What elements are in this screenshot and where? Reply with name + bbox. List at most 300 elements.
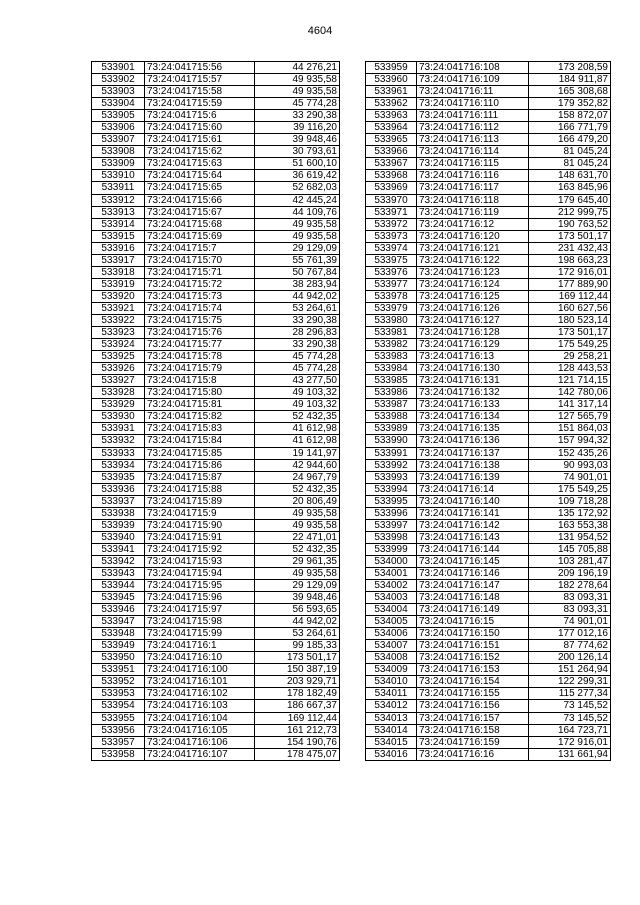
cadastral-number-cell: 73:24:041715:70 xyxy=(145,254,255,266)
cadastral-number-cell: 73:24:041716:151 xyxy=(417,640,529,652)
cadastral-number-cell: 73:24:041716:109 xyxy=(417,74,529,86)
table-row xyxy=(92,86,340,98)
value-cell: 166 771,79 xyxy=(529,122,611,134)
record-number-cell: 533914 xyxy=(92,218,145,230)
value-cell: 163 845,96 xyxy=(529,182,611,194)
table-row xyxy=(366,724,611,736)
value-cell: 99 185,33 xyxy=(255,640,340,652)
record-number-cell: 533912 xyxy=(92,194,145,206)
value-cell: 158 872,07 xyxy=(529,110,611,122)
table-row xyxy=(366,327,611,339)
value-cell: 151 264,94 xyxy=(529,664,611,676)
value-cell: 39 948,46 xyxy=(255,592,340,604)
value-cell: 127 565,79 xyxy=(529,411,611,423)
value-cell: 73 145,52 xyxy=(529,700,611,712)
cadastral-number-cell: 73:24:041715:96 xyxy=(145,592,255,604)
table-row xyxy=(366,435,611,447)
table-row xyxy=(366,110,611,122)
record-number-cell: 533939 xyxy=(92,519,145,531)
record-number-cell: 534003 xyxy=(366,592,417,604)
table-row xyxy=(366,519,611,531)
record-number-cell: 533913 xyxy=(92,206,145,218)
table-row xyxy=(92,327,340,339)
cadastral-number-cell: 73:24:041715:6 xyxy=(145,110,255,122)
record-number-cell: 533996 xyxy=(366,507,417,519)
table-row xyxy=(92,206,340,218)
record-number-cell: 533938 xyxy=(92,507,145,519)
record-number-cell: 533937 xyxy=(92,495,145,507)
value-cell: 178 475,07 xyxy=(255,748,340,760)
table-row xyxy=(366,748,611,760)
table-row xyxy=(92,700,340,712)
record-number-cell: 533921 xyxy=(92,302,145,314)
cadastral-number-cell: 73:24:041715:68 xyxy=(145,218,255,230)
table-row xyxy=(92,676,340,688)
record-number-cell: 534010 xyxy=(366,676,417,688)
value-cell: 173 501,17 xyxy=(529,230,611,242)
cadastral-number-cell: 73:24:041716:115 xyxy=(417,158,529,170)
record-number-cell: 533911 xyxy=(92,182,145,194)
cadastral-number-cell: 73:24:041716:142 xyxy=(417,519,529,531)
value-cell: 74 901,01 xyxy=(529,616,611,628)
value-cell: 49 935,58 xyxy=(255,218,340,230)
table-row xyxy=(92,254,340,266)
cadastral-number-cell: 73:24:041715:69 xyxy=(145,230,255,242)
table-row xyxy=(366,278,611,290)
table-row xyxy=(92,363,340,375)
cadastral-number-cell: 73:24:041716:15 xyxy=(417,616,529,628)
cadastral-number-cell: 73:24:041716:128 xyxy=(417,327,529,339)
value-cell: 22 471,01 xyxy=(255,531,340,543)
cadastral-number-cell: 73:24:041716:153 xyxy=(417,664,529,676)
table-row xyxy=(366,134,611,146)
record-number-cell: 533967 xyxy=(366,158,417,170)
table-row xyxy=(366,290,611,302)
table-row xyxy=(366,387,611,399)
value-cell: 45 774,28 xyxy=(255,363,340,375)
table-row xyxy=(366,351,611,363)
cadastral-number-cell: 73:24:041715:84 xyxy=(145,435,255,447)
cadastral-number-cell: 73:24:041716:141 xyxy=(417,507,529,519)
table-row xyxy=(92,170,340,182)
value-cell: 164 723,71 xyxy=(529,724,611,736)
table-row xyxy=(92,567,340,579)
record-number-cell: 533942 xyxy=(92,555,145,567)
cadastral-number-cell: 73:24:041715:66 xyxy=(145,194,255,206)
record-number-cell: 533963 xyxy=(366,110,417,122)
cadastral-number-cell: 73:24:041716:143 xyxy=(417,531,529,543)
table-row xyxy=(92,218,340,230)
record-number-cell: 533998 xyxy=(366,531,417,543)
record-number-cell: 533928 xyxy=(92,387,145,399)
record-number-cell: 533955 xyxy=(92,712,145,724)
table-row xyxy=(92,531,340,543)
table-row xyxy=(366,712,611,724)
record-number-cell: 533968 xyxy=(366,170,417,182)
value-cell: 50 767,84 xyxy=(255,266,340,278)
table-row xyxy=(366,158,611,170)
cadastral-table-right xyxy=(365,61,611,761)
value-cell: 19 141,97 xyxy=(255,447,340,459)
cadastral-number-cell: 73:24:041716:101 xyxy=(145,676,255,688)
table-row xyxy=(366,339,611,351)
cadastral-number-cell: 73:24:041715:56 xyxy=(145,62,255,74)
record-number-cell: 533947 xyxy=(92,616,145,628)
cadastral-number-cell: 73:24:041716:121 xyxy=(417,242,529,254)
table-row xyxy=(366,146,611,158)
record-number-cell: 533917 xyxy=(92,254,145,266)
cadastral-number-cell: 73:24:041715:85 xyxy=(145,447,255,459)
record-number-cell: 533991 xyxy=(366,447,417,459)
table-row xyxy=(92,411,340,423)
table-row xyxy=(366,266,611,278)
value-cell: 49 935,58 xyxy=(255,230,340,242)
table-row xyxy=(366,74,611,86)
value-cell: 41 612,98 xyxy=(255,423,340,435)
value-cell: 45 774,28 xyxy=(255,351,340,363)
record-number-cell: 533932 xyxy=(92,435,145,447)
record-number-cell: 533978 xyxy=(366,290,417,302)
table-row xyxy=(366,86,611,98)
value-cell: 160 627,56 xyxy=(529,302,611,314)
table-row xyxy=(92,580,340,592)
cadastral-number-cell: 73:24:041715:61 xyxy=(145,134,255,146)
record-number-cell: 534011 xyxy=(366,688,417,700)
value-cell: 42 445,24 xyxy=(255,194,340,206)
table-row xyxy=(366,459,611,471)
record-number-cell: 533930 xyxy=(92,411,145,423)
cadastral-number-cell: 73:24:041716:116 xyxy=(417,170,529,182)
cadastral-number-cell: 73:24:041716:156 xyxy=(417,700,529,712)
cadastral-number-cell: 73:24:041716:134 xyxy=(417,411,529,423)
record-number-cell: 533936 xyxy=(92,483,145,495)
record-number-cell: 533935 xyxy=(92,471,145,483)
value-cell: 122 299,31 xyxy=(529,676,611,688)
value-cell: 152 435,26 xyxy=(529,447,611,459)
table-row xyxy=(92,616,340,628)
value-cell: 231 432,43 xyxy=(529,242,611,254)
cadastral-number-cell: 73:24:041716:126 xyxy=(417,302,529,314)
table-row xyxy=(92,592,340,604)
table-row xyxy=(366,604,611,616)
value-cell: 115 277,34 xyxy=(529,688,611,700)
record-number-cell: 533919 xyxy=(92,278,145,290)
cadastral-number-cell: 73:24:041715:58 xyxy=(145,86,255,98)
cadastral-number-cell: 73:24:041716:110 xyxy=(417,98,529,110)
cadastral-number-cell: 73:24:041716:129 xyxy=(417,339,529,351)
table-row xyxy=(366,688,611,700)
value-cell: 87 774,62 xyxy=(529,640,611,652)
cadastral-number-cell: 73:24:041715:67 xyxy=(145,206,255,218)
cadastral-number-cell: 73:24:041716:150 xyxy=(417,628,529,640)
table-row xyxy=(92,230,340,242)
table-row xyxy=(366,664,611,676)
value-cell: 172 916,01 xyxy=(529,266,611,278)
table-row xyxy=(92,423,340,435)
value-cell: 44 942,02 xyxy=(255,616,340,628)
cadastral-number-cell: 73:24:041716:100 xyxy=(145,664,255,676)
value-cell: 212 999,75 xyxy=(529,206,611,218)
table-row xyxy=(366,616,611,628)
cadastral-number-cell: 73:24:041715:80 xyxy=(145,387,255,399)
cadastral-number-cell: 73:24:041715:95 xyxy=(145,580,255,592)
table-row xyxy=(92,98,340,110)
record-number-cell: 534001 xyxy=(366,567,417,579)
record-number-cell: 533973 xyxy=(366,230,417,242)
table-row xyxy=(366,242,611,254)
value-cell: 42 944,60 xyxy=(255,459,340,471)
cadastral-number-cell: 73:24:041715:88 xyxy=(145,483,255,495)
table-row xyxy=(92,664,340,676)
table-row xyxy=(366,206,611,218)
value-cell: 29 129,09 xyxy=(255,580,340,592)
value-cell: 150 387,19 xyxy=(255,664,340,676)
value-cell: 131 954,52 xyxy=(529,531,611,543)
value-cell: 52 682,03 xyxy=(255,182,340,194)
record-number-cell: 533918 xyxy=(92,266,145,278)
value-cell: 190 763,52 xyxy=(529,218,611,230)
record-number-cell: 533909 xyxy=(92,158,145,170)
table-row xyxy=(366,580,611,592)
value-cell: 52 432,35 xyxy=(255,543,340,555)
table-row xyxy=(366,592,611,604)
cadastral-number-cell: 73:24:041716:139 xyxy=(417,471,529,483)
value-cell: 179 645,40 xyxy=(529,194,611,206)
record-number-cell: 533945 xyxy=(92,592,145,604)
value-cell: 51 600,10 xyxy=(255,158,340,170)
record-number-cell: 533969 xyxy=(366,182,417,194)
record-number-cell: 533943 xyxy=(92,567,145,579)
value-cell: 81 045,24 xyxy=(529,158,611,170)
table-row xyxy=(92,314,340,326)
value-cell: 44 942,02 xyxy=(255,290,340,302)
cadastral-number-cell: 73:24:041715:7 xyxy=(145,242,255,254)
cadastral-number-cell: 73:24:041715:57 xyxy=(145,74,255,86)
cadastral-number-cell: 73:24:041715:60 xyxy=(145,122,255,134)
cadastral-number-cell: 73:24:041715:97 xyxy=(145,604,255,616)
value-cell: 203 929,71 xyxy=(255,676,340,688)
value-cell: 135 172,92 xyxy=(529,507,611,519)
table-row xyxy=(366,375,611,387)
value-cell: 49 935,58 xyxy=(255,567,340,579)
table-row xyxy=(92,158,340,170)
record-number-cell: 533977 xyxy=(366,278,417,290)
record-number-cell: 533927 xyxy=(92,375,145,387)
table-row xyxy=(366,555,611,567)
table-row xyxy=(366,700,611,712)
table-row xyxy=(92,724,340,736)
cadastral-number-cell: 73:24:041716:144 xyxy=(417,543,529,555)
value-cell: 44 276,21 xyxy=(255,62,340,74)
table-row xyxy=(92,302,340,314)
record-number-cell: 533924 xyxy=(92,339,145,351)
record-number-cell: 533902 xyxy=(92,74,145,86)
table-row xyxy=(92,688,340,700)
record-number-cell: 533952 xyxy=(92,676,145,688)
record-number-cell: 533933 xyxy=(92,447,145,459)
cadastral-number-cell: 73:24:041716:148 xyxy=(417,592,529,604)
cadastral-number-cell: 73:24:041716:124 xyxy=(417,278,529,290)
cadastral-number-cell: 73:24:041715:8 xyxy=(145,375,255,387)
cadastral-number-cell: 73:24:041716:11 xyxy=(417,86,529,98)
cadastral-number-cell: 73:24:041715:98 xyxy=(145,616,255,628)
cadastral-number-cell: 73:24:041715:94 xyxy=(145,567,255,579)
table-row xyxy=(92,736,340,748)
record-number-cell: 533983 xyxy=(366,351,417,363)
value-cell: 83 093,31 xyxy=(529,604,611,616)
cadastral-number-cell: 73:24:041715:82 xyxy=(145,411,255,423)
table-row xyxy=(366,495,611,507)
table-row xyxy=(366,652,611,664)
cadastral-number-cell: 73:24:041715:81 xyxy=(145,399,255,411)
table-row xyxy=(92,543,340,555)
record-number-cell: 533994 xyxy=(366,483,417,495)
value-cell: 45 774,28 xyxy=(255,98,340,110)
table-row xyxy=(366,507,611,519)
record-number-cell: 533926 xyxy=(92,363,145,375)
record-number-cell: 533953 xyxy=(92,688,145,700)
record-number-cell: 533949 xyxy=(92,640,145,652)
value-cell: 186 667,37 xyxy=(255,700,340,712)
cadastral-number-cell: 73:24:041715:59 xyxy=(145,98,255,110)
record-number-cell: 533964 xyxy=(366,122,417,134)
table-row xyxy=(92,266,340,278)
table-row xyxy=(92,712,340,724)
record-number-cell: 533980 xyxy=(366,314,417,326)
value-cell: 81 045,24 xyxy=(529,146,611,158)
cadastral-number-cell: 73:24:041716:10 xyxy=(145,652,255,664)
record-number-cell: 533970 xyxy=(366,194,417,206)
cadastral-number-cell: 73:24:041716:130 xyxy=(417,363,529,375)
record-number-cell: 533972 xyxy=(366,218,417,230)
cadastral-number-cell: 73:24:041716:106 xyxy=(145,736,255,748)
record-number-cell: 533920 xyxy=(92,290,145,302)
cadastral-number-cell: 73:24:041716:147 xyxy=(417,580,529,592)
cadastral-number-cell: 73:24:041716:149 xyxy=(417,604,529,616)
record-number-cell: 533923 xyxy=(92,327,145,339)
value-cell: 56 593,65 xyxy=(255,604,340,616)
value-cell: 41 612,98 xyxy=(255,435,340,447)
cadastral-number-cell: 73:24:041716:108 xyxy=(417,62,529,74)
cadastral-number-cell: 73:24:041716:113 xyxy=(417,134,529,146)
cadastral-number-cell: 73:24:041715:78 xyxy=(145,351,255,363)
table-row xyxy=(366,483,611,495)
record-number-cell: 533966 xyxy=(366,146,417,158)
value-cell: 154 190,76 xyxy=(255,736,340,748)
value-cell: 178 182,49 xyxy=(255,688,340,700)
record-number-cell: 534013 xyxy=(366,712,417,724)
value-cell: 145 705,88 xyxy=(529,543,611,555)
value-cell: 182 278,64 xyxy=(529,580,611,592)
value-cell: 166 479,20 xyxy=(529,134,611,146)
table-row xyxy=(92,495,340,507)
cadastral-number-cell: 73:24:041716:125 xyxy=(417,290,529,302)
cadastral-number-cell: 73:24:041716:132 xyxy=(417,387,529,399)
value-cell: 49 103,32 xyxy=(255,399,340,411)
cadastral-number-cell: 73:24:041715:79 xyxy=(145,363,255,375)
record-number-cell: 533988 xyxy=(366,411,417,423)
value-cell: 157 994,32 xyxy=(529,435,611,447)
cadastral-number-cell: 73:24:041716:157 xyxy=(417,712,529,724)
cadastral-number-cell: 73:24:041716:16 xyxy=(417,748,529,760)
record-number-cell: 533910 xyxy=(92,170,145,182)
cadastral-number-cell: 73:24:041715:92 xyxy=(145,543,255,555)
table-row xyxy=(366,736,611,748)
record-number-cell: 533940 xyxy=(92,531,145,543)
value-cell: 74 901,01 xyxy=(529,471,611,483)
record-number-cell: 533976 xyxy=(366,266,417,278)
value-cell: 165 308,68 xyxy=(529,86,611,98)
table-row xyxy=(92,290,340,302)
value-cell: 161 212,73 xyxy=(255,724,340,736)
table-row xyxy=(92,459,340,471)
cadastral-number-cell: 73:24:041716:120 xyxy=(417,230,529,242)
value-cell: 141 317,14 xyxy=(529,399,611,411)
record-number-cell: 534006 xyxy=(366,628,417,640)
table-row xyxy=(92,519,340,531)
record-number-cell: 533954 xyxy=(92,700,145,712)
value-cell: 128 443,53 xyxy=(529,363,611,375)
cadastral-number-cell: 73:24:041716:140 xyxy=(417,495,529,507)
table-row xyxy=(92,122,340,134)
cadastral-number-cell: 73:24:041715:99 xyxy=(145,628,255,640)
record-number-cell: 533922 xyxy=(92,314,145,326)
cadastral-number-cell: 73:24:041715:71 xyxy=(145,266,255,278)
value-cell: 175 549,25 xyxy=(529,483,611,495)
record-number-cell: 533985 xyxy=(366,375,417,387)
value-cell: 29 129,09 xyxy=(255,242,340,254)
cadastral-number-cell: 73:24:041715:90 xyxy=(145,519,255,531)
table-row xyxy=(92,339,340,351)
table-row xyxy=(366,543,611,555)
table-row xyxy=(92,471,340,483)
value-cell: 103 281,47 xyxy=(529,555,611,567)
value-cell: 198 663,23 xyxy=(529,254,611,266)
value-cell: 209 196,19 xyxy=(529,567,611,579)
record-number-cell: 533989 xyxy=(366,423,417,435)
value-cell: 38 283,94 xyxy=(255,278,340,290)
record-number-cell: 533975 xyxy=(366,254,417,266)
table-row xyxy=(92,182,340,194)
value-cell: 20 806,49 xyxy=(255,495,340,507)
record-number-cell: 533974 xyxy=(366,242,417,254)
table-row xyxy=(366,122,611,134)
table-row xyxy=(92,748,340,760)
value-cell: 49 103,32 xyxy=(255,387,340,399)
table-row xyxy=(92,628,340,640)
table-row xyxy=(366,62,611,74)
cadastral-number-cell: 73:24:041716:105 xyxy=(145,724,255,736)
record-number-cell: 534016 xyxy=(366,748,417,760)
record-number-cell: 533956 xyxy=(92,724,145,736)
cadastral-table-left xyxy=(91,61,340,761)
record-number-cell: 533901 xyxy=(92,62,145,74)
value-cell: 29 961,35 xyxy=(255,555,340,567)
cadastral-number-cell: 73:24:041715:62 xyxy=(145,146,255,158)
table-row xyxy=(92,435,340,447)
cadastral-number-cell: 73:24:041716:135 xyxy=(417,423,529,435)
record-number-cell: 533907 xyxy=(92,134,145,146)
cadastral-number-cell: 73:24:041716:152 xyxy=(417,652,529,664)
record-number-cell: 534007 xyxy=(366,640,417,652)
record-number-cell: 533962 xyxy=(366,98,417,110)
table-row xyxy=(92,387,340,399)
table-row xyxy=(366,640,611,652)
cadastral-number-cell: 73:24:041716:127 xyxy=(417,314,529,326)
record-number-cell: 534008 xyxy=(366,652,417,664)
record-number-cell: 533982 xyxy=(366,339,417,351)
record-number-cell: 533906 xyxy=(92,122,145,134)
